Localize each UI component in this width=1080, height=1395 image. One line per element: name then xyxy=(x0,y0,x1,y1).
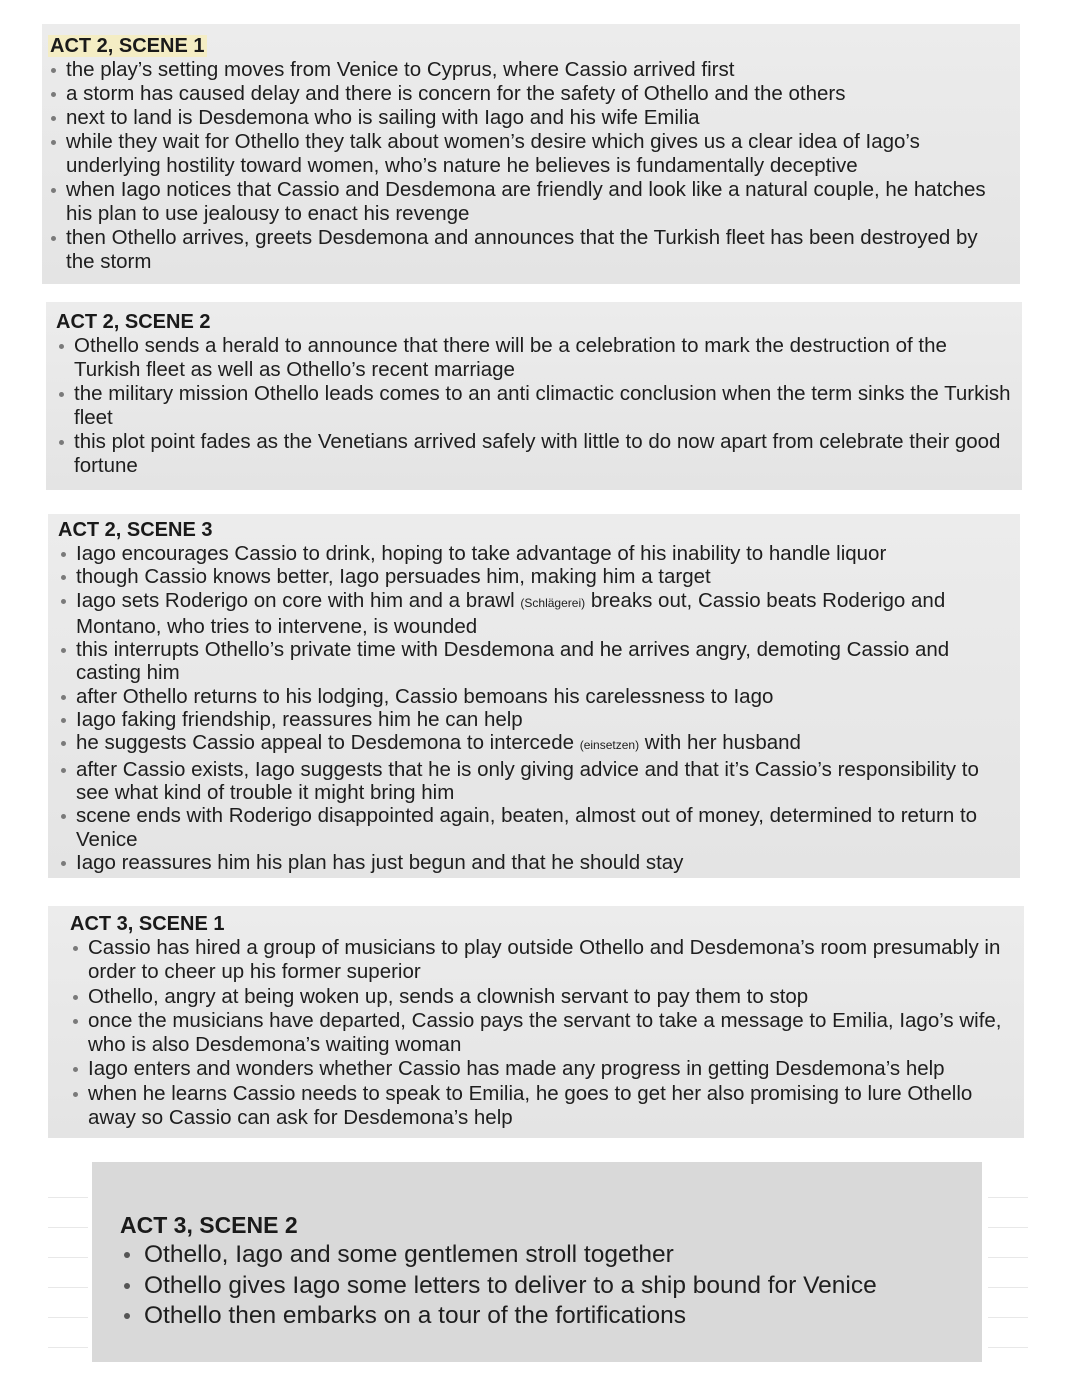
list-item: scene ends with Roderigo disappointed again, beaten, almost out of money, determined to return to Venice xyxy=(58,804,1010,851)
item-text: with her husband xyxy=(644,731,801,755)
item-text: Iago sets Roderigo on core with him and a brawl xyxy=(76,588,515,612)
section-act3-scene2 xyxy=(92,1162,982,1362)
list-item xyxy=(58,731,1010,757)
bullet-list xyxy=(120,1240,972,1332)
list-item: while they wait for Othello they talk about women’s desire which gives us a clear idea of Iago’s underlying hostility toward women, who’s nature he believes is fundamentally deceptive xyxy=(48,130,1010,178)
section-act2-scene1 xyxy=(42,24,1020,284)
section-act3-scene1 xyxy=(48,906,1024,1138)
list-item: once the musicians have departed, Cassio pays the servant to take a message to Emilia, Iago’s wife, who is also Desdemona’s waiting woman xyxy=(70,1009,1016,1058)
list-item: Iago enters and wonders whether Cassio has made any progress in getting Desdemona’s help xyxy=(70,1057,1016,1081)
section-heading: ACT 2, SCENE 2 xyxy=(56,311,211,333)
page-edge-left xyxy=(48,1168,88,1358)
bullet-list xyxy=(48,58,1010,274)
list-item: after Cassio exists, Iago suggests that he is only giving advice and that it’s Cassio’s responsibility to see what kind of trouble it might bring him xyxy=(58,758,1010,805)
page-edge-right xyxy=(988,1168,1028,1358)
bullet-list xyxy=(58,542,1010,874)
bullet-list xyxy=(70,936,1016,1130)
list-item: Iago encourages Cassio to drink, hoping to take advantage of his inability to handle liquor xyxy=(58,542,1010,565)
list-item: Cassio has hired a group of musicians to play outside Othello and Desdemona’s room presumably in order to cheer up his former superior xyxy=(70,936,1016,985)
section-act2-scene2 xyxy=(46,302,1022,490)
list-item: this plot point fades as the Venetians arrived safely with little to do now apart from celebrate their good fortune xyxy=(56,430,1012,478)
list-item: Iago reassures him his plan has just begun and that he should stay xyxy=(58,851,1010,874)
list-item: Iago faking friendship, reassures him he can help xyxy=(58,708,1010,731)
item-text: breaks out, Cassio beats Roderigo and Montano, who tries to intervene, is wounded xyxy=(76,588,946,638)
list-item: Othello gives Iago some letters to deliver to a ship bound for Venice xyxy=(120,1271,972,1302)
section-act2-scene3 xyxy=(48,514,1020,878)
translation-note: (einsetzen) xyxy=(579,738,640,753)
item-text: he suggests Cassio appeal to Desdemona to intercede xyxy=(76,731,575,755)
section-heading: ACT 2, SCENE 3 xyxy=(58,519,213,541)
bullet-list xyxy=(56,334,1012,478)
list-item: a storm has caused delay and there is concern for the safety of Othello and the others xyxy=(48,82,1010,106)
list-item: the military mission Othello leads comes to an anti climactic conclusion when the term sinks the Turkish fleet xyxy=(56,382,1012,430)
list-item: Othello, Iago and some gentlemen stroll together xyxy=(120,1240,972,1271)
list-item: then Othello arrives, greets Desdemona and announces that the Turkish fleet has been destroyed by the storm xyxy=(48,226,1010,274)
section-heading: ACT 3, SCENE 1 xyxy=(70,913,225,935)
translation-note: (Schlägerei) xyxy=(520,595,586,610)
section-heading xyxy=(48,34,1010,58)
section-heading: ACT 3, SCENE 2 xyxy=(120,1212,298,1238)
list-item: Othello sends a herald to announce that there will be a celebration to mark the destruction of the Turkish fleet as well as Othello’s recent marriage xyxy=(56,334,1012,382)
heading-highlight: ACT 2, SCENE 1 xyxy=(48,35,207,57)
list-item xyxy=(58,589,1010,639)
list-item: after Othello returns to his lodging, Cassio bemoans his carelessness to Iago xyxy=(58,685,1010,708)
list-item: though Cassio knows better, Iago persuades him, making him a target xyxy=(58,565,1010,588)
list-item: Othello then embarks on a tour of the fortifications xyxy=(120,1301,972,1332)
list-item: next to land is Desdemona who is sailing with Iago and his wife Emilia xyxy=(48,106,1010,130)
list-item: Othello, angry at being woken up, sends a clownish servant to pay them to stop xyxy=(70,985,1016,1009)
list-item: this interrupts Othello’s private time with Desdemona and he arrives angry, demoting Cassio and casting him xyxy=(58,638,1010,685)
list-item: the play’s setting moves from Venice to Cyprus, where Cassio arrived first xyxy=(48,58,1010,82)
list-item: when Iago notices that Cassio and Desdemona are friendly and look like a natural couple, he hatches his plan to use jealousy to enact his revenge xyxy=(48,178,1010,226)
list-item: when he learns Cassio needs to speak to Emilia, he goes to get her also promising to lure Othello away so Cassio can ask for Desdemona’s help xyxy=(70,1082,1016,1131)
